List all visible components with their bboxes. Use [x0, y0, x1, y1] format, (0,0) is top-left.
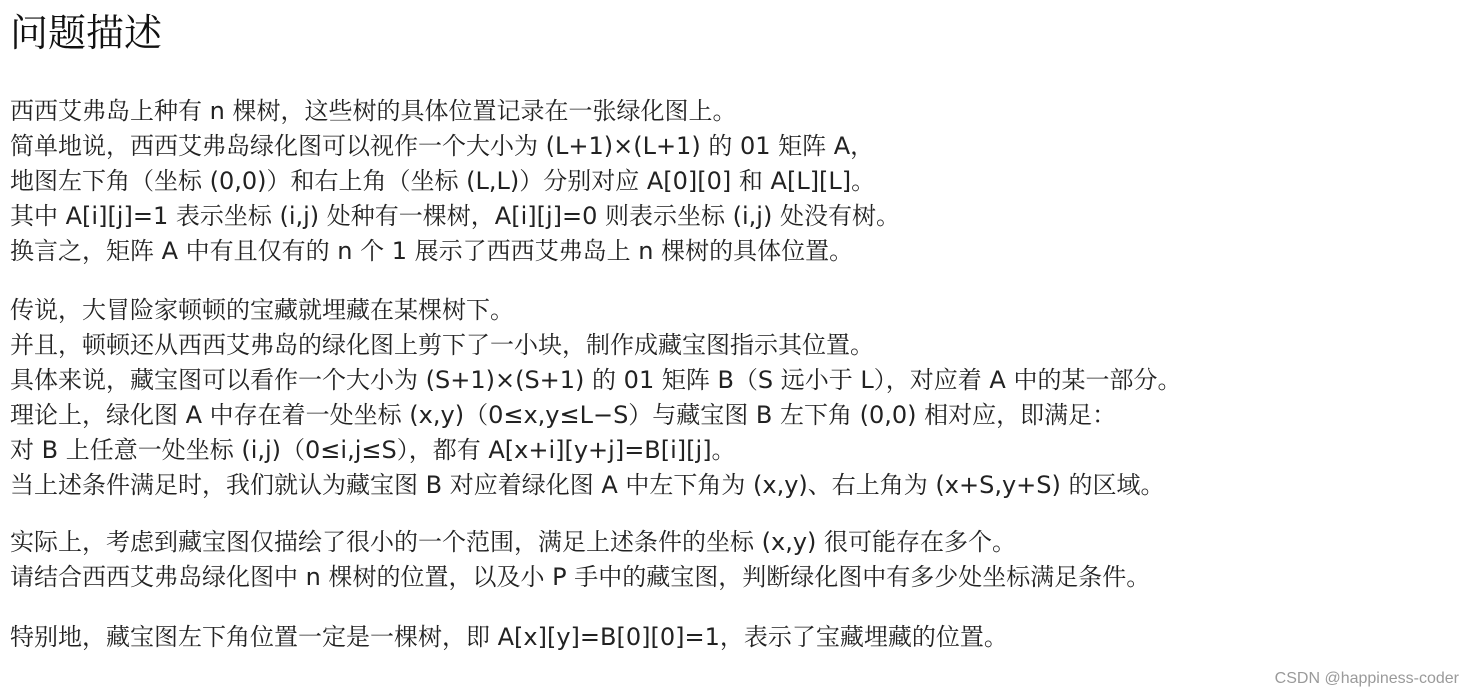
text-line: 特别地，藏宝图左下角位置一定是一棵树，即 A[x][y]=B[0][0]=1，表示了宝藏埋藏的位置。 — [10, 623, 1008, 651]
text-line: 其中 A[i][j]=1 表示坐标 (i,j) 处种有一棵树，A[i][j]=0 则表示坐标 (i,j) 处没有树。 — [10, 202, 900, 230]
text-line: 当上述条件满足时，我们就认为藏宝图 B 对应着绿化图 A 中左下角为 (x,y)、右上角为 (x+S,y+S) 的区域。 — [10, 471, 1165, 499]
text-line: 简单地说，西西艾弗岛绿化图可以视作一个大小为 (L+1)×(L+1) 的 01 矩阵 A， — [10, 132, 875, 160]
text-line: 具体来说，藏宝图可以看作一个大小为 (S+1)×(S+1) 的 01 矩阵 B（S 远小于 L），对应着 A 中的某一部分。 — [10, 366, 1182, 394]
text-line: 地图左下角（坐标 (0,0)）和右上角（坐标 (L,L)）分别对应 A[0][0] 和 A[L][L]。 — [10, 167, 876, 195]
text-line: 实际上，考虑到藏宝图仅描绘了很小的一个范围，满足上述条件的坐标 (x,y) 很可能存在多个。 — [10, 528, 1017, 556]
paragraph-tree-map — [10, 94, 1470, 269]
text-line: 请结合西西艾弗岛绿化图中 n 棵树的位置，以及小 P 手中的藏宝图，判断绿化图中有多少处坐标满足条件。 — [10, 563, 1151, 591]
paragraph-task — [10, 525, 1470, 595]
text-line: 对 B 上任意一处坐标 (i,j)（0≤i,j≤S），都有 A[x+i][y+j]=B[i][j]。 — [10, 436, 736, 464]
text-line: 并且，顿顿还从西西艾弗岛的绿化图上剪下了一小块，制作成藏宝图指示其位置。 — [10, 331, 874, 359]
text-line: 理论上，绿化图 A 中存在着一处坐标 (x,y)（0≤x,y≤L−S）与藏宝图 B 左下角 (0,0) 相对应，即满足： — [10, 401, 1117, 429]
text-line: 换言之，矩阵 A 中有且仅有的 n 个 1 展示了西西艾弗岛上 n 棵树的具体位置。 — [10, 237, 854, 265]
text-line: 传说，大冒险家顿顿的宝藏就埋藏在某棵树下。 — [10, 296, 514, 324]
paragraph-note — [10, 620, 1470, 655]
paragraph-treasure-map — [10, 293, 1470, 503]
page-title: 问题描述 — [10, 11, 163, 55]
watermark: CSDN @happiness-coder — [1274, 670, 1459, 687]
text-line: 西西艾弗岛上种有 n 棵树，这些树的具体位置记录在一张绿化图上。 — [10, 97, 737, 125]
